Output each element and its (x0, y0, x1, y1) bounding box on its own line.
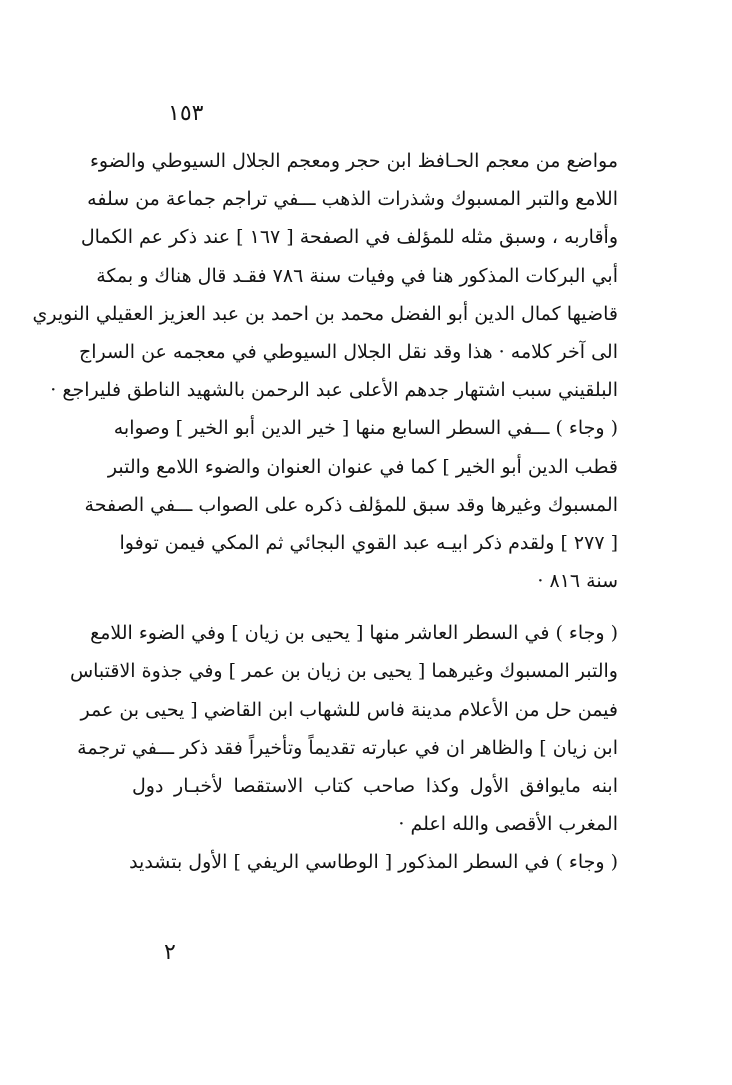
body-text (32, 142, 618, 882)
text-line: سنة ٨١٦ · (537, 570, 618, 593)
text-line: فيمن حل من الأعلام مدينة فاس للشهاب ابن القاضي [ يحيى بن عمر (80, 698, 618, 721)
paragraph-4 (129, 843, 618, 881)
text-line: قطب الدين أبو الخير ] كما في عنوان العنوان والضوء اللامع والتبر (107, 455, 618, 478)
text-line: [ ٢٧٧ ] ولقدم ذكر ابيـه عبد القوي البجائي ثم المكي فيمن توفوا (119, 531, 618, 554)
text-line: الى آخر كلامه · هذا وقد نقل الجلال السيوطي في معجمه عن السراج (78, 340, 618, 363)
text-line: البلقيني سبب اشتهار جدهم الأعلى عبد الرحمن بالشهيد الناطق فليراجع · (50, 379, 618, 402)
text-line: وأقاربه ، وسبق مثله للمؤلف في الصفحة [ ١٦٧ ] عند ذكر عم الكمال (80, 226, 618, 249)
text-line: مواضع من معجم الحـافظ ابن حجر ومعجم الجلال السيوطي والضوء (90, 150, 618, 172)
signature-mark: ٢ (164, 940, 176, 965)
page-number: ١٥٣ (168, 101, 204, 126)
text-line: قاضيها كمال الدين أبو الفضل محمد بن احمد بن عبد العزيز العقيلي النويري (32, 302, 618, 325)
text-line: أبي البركات المذكور هنا في وفيات سنة ٧٨٦ فقـد قال هناك و بمكة (96, 264, 618, 287)
text-line: ( وجاء ) في السطر العاشر منها [ يحيى بن زيان ] وفي الضوء اللامع (90, 622, 618, 645)
paragraph-2 (84, 409, 618, 600)
paragraph-gap (132, 600, 618, 614)
text-line: المسبوك وغيرها وقد سبق للمؤلف ذكره على الصواب ـــفي الصفحة (84, 493, 618, 516)
text-line: ( وجاء ) ـــفي السطر السابع منها [ خير الدين أبو الخير ] وصوابه (113, 417, 618, 440)
text-line: والتبر المسبوك وغيرهما [ يحيى بن زيان بن عمر ] وفي جذوة الاقتباس (69, 660, 618, 683)
text-line: المغرب الأقصى والله اعلم · (398, 813, 618, 836)
text-line: اللامع والتبر المسبوك وشذرات الذهب ـــفي تراجم جماعة من سلفه (87, 188, 618, 211)
paragraph-3 (69, 614, 618, 843)
paragraph-1 (32, 142, 618, 409)
text-line: ( وجاء ) في السطر المذكور [ الوطاسي الريفي ] الأول بتشديد (129, 851, 618, 874)
text-line: ابن زيان ] والظاهر ان في عبارته تقديماً وتأخيراً فقد ذكر ـــفي ترجمة (77, 736, 618, 759)
text-line: ابنه مايوافق الأول وكذا صاحب كتاب الاستقصا لأخبـار دول (132, 775, 618, 797)
